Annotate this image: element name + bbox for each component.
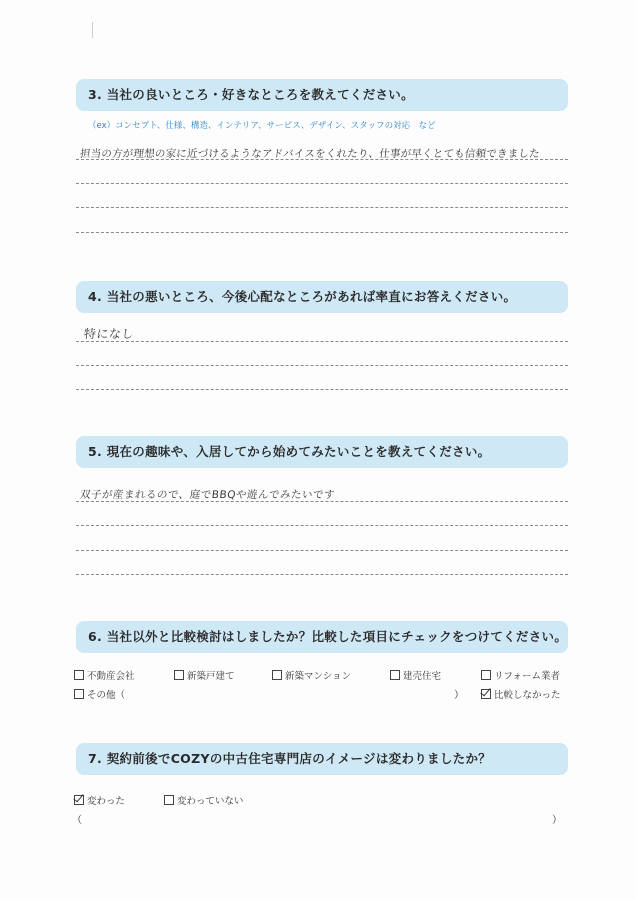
margin-mark <box>92 22 93 38</box>
question-7-header <box>76 743 568 775</box>
question-3-example: （ex）コンセプト、仕様、構造、インテリア、サービス、デザイン、スタッフの対応 など <box>88 121 436 131</box>
checkbox-icon[interactable] <box>174 670 184 680</box>
answer-line <box>76 501 568 502</box>
option-no-comparison[interactable] <box>481 687 561 701</box>
option-label: リフォーム業者 <box>494 671 561 682</box>
open-paren: （ <box>72 815 82 826</box>
checkbox-icon[interactable] <box>481 670 491 680</box>
answer-line <box>76 550 568 551</box>
option-real-estate[interactable] <box>74 668 135 682</box>
question-3-answer: 担当の方が理想の家に近づけるようなアドバイスをくれたり、仕事が早くとても信頼できました <box>79 148 541 160</box>
checkbox-icon[interactable] <box>164 795 174 805</box>
option-new-house[interactable] <box>174 668 235 682</box>
option-label: その他（ <box>87 690 126 701</box>
checkbox-checked-icon[interactable] <box>74 795 84 805</box>
answer-line <box>76 525 568 526</box>
option-label: 不動産会社 <box>87 671 135 682</box>
answer-line <box>76 207 568 208</box>
option-new-mansion[interactable] <box>272 668 351 682</box>
answer-line <box>76 389 568 390</box>
question-4-title: 4. 当社の悪いところ、今後心配なところがあれば率直にお答えください。 <box>88 289 517 304</box>
question-5-header <box>76 436 568 468</box>
question-3-title: 3. 当社の良いところ・好きなところを教えてください。 <box>88 87 414 102</box>
question-5-title: 5. 現在の趣味や、入居してから始めてみたいことを教えてください。 <box>88 444 491 459</box>
other-close-paren: ） <box>454 690 464 701</box>
option-label: 変わっていない <box>177 796 244 807</box>
checkbox-checked-icon[interactable] <box>481 689 491 699</box>
option-other[interactable] <box>74 687 125 701</box>
answer-line <box>76 159 568 160</box>
option-label: 変わった <box>87 796 125 807</box>
option-reform-company[interactable] <box>481 668 560 682</box>
question-4-header <box>76 281 568 313</box>
answer-line <box>76 341 568 342</box>
checkbox-icon[interactable] <box>74 670 84 680</box>
option-label: 新築マンション <box>285 671 352 682</box>
option-built-for-sale[interactable] <box>390 668 441 682</box>
answer-line <box>76 183 568 184</box>
question-3-header <box>76 79 568 111</box>
close-paren: ） <box>552 815 562 826</box>
answer-line <box>76 232 568 233</box>
question-5-answer: 双子が産まれるので、庭でBBQや遊んでみたいです <box>79 489 336 501</box>
question-6-header <box>76 621 568 653</box>
answer-line <box>76 574 568 575</box>
option-label: 比較しなかった <box>494 690 561 701</box>
answer-line <box>76 365 568 366</box>
checkbox-icon[interactable] <box>272 670 282 680</box>
option-unchanged[interactable] <box>164 793 243 807</box>
question-4-answer: 特になし <box>83 327 135 341</box>
question-7-title: 7. 契約前後でCOZYの中古住宅専門店のイメージは変わりましたか？ <box>88 751 492 766</box>
option-changed[interactable] <box>74 793 125 807</box>
checkbox-icon[interactable] <box>390 670 400 680</box>
checkbox-icon[interactable] <box>74 689 84 699</box>
option-label: 建売住宅 <box>403 671 442 682</box>
question-6-title: 6. 当社以外と比較検討はしましたか？比較した項目にチェックをつけてください。 <box>88 629 568 644</box>
option-label: 新築戸建て <box>187 671 235 682</box>
